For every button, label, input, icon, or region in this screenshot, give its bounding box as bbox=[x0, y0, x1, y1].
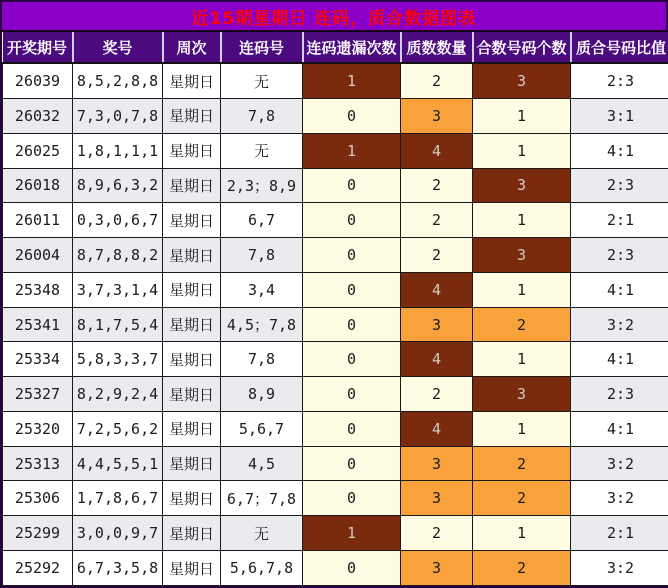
week-cell: 星期日 bbox=[163, 238, 221, 273]
prime-count-cell: 2 bbox=[401, 203, 473, 238]
ratio-cell: 4:1 bbox=[571, 342, 668, 377]
prime-count-cell: 2 bbox=[401, 63, 473, 99]
composite-count-cell: 2 bbox=[473, 446, 571, 481]
prime-count-cell: 2 bbox=[401, 238, 473, 273]
ratio-cell: 2:3 bbox=[571, 238, 668, 273]
consecutive-cell: 7,8 bbox=[221, 99, 303, 134]
prime-count-cell: 2 bbox=[401, 168, 473, 203]
header-cell-period: 开奖期号 bbox=[3, 32, 73, 63]
miss-count-cell: 0 bbox=[303, 446, 401, 481]
numbers-cell: 7,3,0,7,8 bbox=[73, 99, 163, 134]
numbers-cell: 8,1,7,5,4 bbox=[73, 307, 163, 342]
miss-count-cell: 0 bbox=[303, 168, 401, 203]
miss-count-cell: 0 bbox=[303, 203, 401, 238]
ratio-cell: 3:2 bbox=[571, 481, 668, 516]
period-cell: 25306 bbox=[3, 481, 73, 516]
period-cell: 25299 bbox=[3, 516, 73, 551]
week-cell: 星期日 bbox=[163, 446, 221, 481]
week-cell: 星期日 bbox=[163, 63, 221, 99]
header-cell-miss: 连码遗漏次数 bbox=[303, 32, 401, 63]
period-cell: 25320 bbox=[3, 411, 73, 446]
composite-count-cell: 1 bbox=[473, 272, 571, 307]
miss-count-cell: 0 bbox=[303, 307, 401, 342]
miss-count-cell: 0 bbox=[303, 342, 401, 377]
ratio-cell: 3:2 bbox=[571, 446, 668, 481]
table-row bbox=[3, 238, 668, 273]
ratio-cell: 2:3 bbox=[571, 377, 668, 412]
consecutive-cell: 无 bbox=[221, 133, 303, 168]
table-row bbox=[3, 99, 668, 134]
table-row bbox=[3, 411, 668, 446]
prime-count-cell: 4 bbox=[401, 133, 473, 168]
week-cell: 星期日 bbox=[163, 307, 221, 342]
composite-count-cell: 3 bbox=[473, 168, 571, 203]
composite-count-cell: 1 bbox=[473, 411, 571, 446]
period-cell: 25292 bbox=[3, 551, 73, 586]
miss-count-cell: 0 bbox=[303, 551, 401, 586]
table-row bbox=[3, 551, 668, 586]
miss-count-cell: 0 bbox=[303, 238, 401, 273]
prime-count-cell: 2 bbox=[401, 377, 473, 412]
ratio-cell: 4:1 bbox=[571, 272, 668, 307]
page-title: 近15期星期日 连码，质合数据图表 bbox=[191, 8, 477, 29]
numbers-cell: 0,3,0,6,7 bbox=[73, 203, 163, 238]
ratio-cell: 2:1 bbox=[571, 516, 668, 551]
miss-count-cell: 1 bbox=[303, 516, 401, 551]
week-cell: 星期日 bbox=[163, 272, 221, 307]
composite-count-cell: 3 bbox=[473, 377, 571, 412]
prime-count-cell: 3 bbox=[401, 99, 473, 134]
miss-count-cell: 0 bbox=[303, 377, 401, 412]
table-row bbox=[3, 63, 668, 99]
title-bar bbox=[2, 2, 666, 32]
miss-count-cell: 1 bbox=[303, 133, 401, 168]
period-cell: 25334 bbox=[3, 342, 73, 377]
miss-count-cell: 0 bbox=[303, 99, 401, 134]
ratio-cell: 2:3 bbox=[571, 63, 668, 99]
consecutive-cell: 5,6,7 bbox=[221, 411, 303, 446]
composite-count-cell: 1 bbox=[473, 99, 571, 134]
miss-count-cell: 0 bbox=[303, 481, 401, 516]
composite-count-cell: 2 bbox=[473, 481, 571, 516]
miss-count-cell: 0 bbox=[303, 272, 401, 307]
prime-count-cell: 4 bbox=[401, 411, 473, 446]
ratio-cell: 2:3 bbox=[571, 168, 668, 203]
prime-count-cell: 4 bbox=[401, 342, 473, 377]
composite-count-cell: 1 bbox=[473, 203, 571, 238]
numbers-cell: 5,8,3,3,7 bbox=[73, 342, 163, 377]
header-row bbox=[3, 32, 668, 63]
consecutive-cell: 3,4 bbox=[221, 272, 303, 307]
table-row bbox=[3, 516, 668, 551]
numbers-cell: 6,7,3,5,8 bbox=[73, 551, 163, 586]
consecutive-cell: 无 bbox=[221, 63, 303, 99]
period-cell: 25327 bbox=[3, 377, 73, 412]
week-cell: 星期日 bbox=[163, 411, 221, 446]
header-cell-week: 周次 bbox=[163, 32, 221, 63]
numbers-cell: 8,2,9,2,4 bbox=[73, 377, 163, 412]
composite-count-cell: 1 bbox=[473, 133, 571, 168]
period-cell: 26011 bbox=[3, 203, 73, 238]
table-row bbox=[3, 203, 668, 238]
consecutive-cell: 7,8 bbox=[221, 238, 303, 273]
composite-count-cell: 3 bbox=[473, 238, 571, 273]
numbers-cell: 1,8,1,1,1 bbox=[73, 133, 163, 168]
prime-count-cell: 3 bbox=[401, 307, 473, 342]
table-row bbox=[3, 133, 668, 168]
table-header bbox=[3, 32, 668, 63]
composite-count-cell: 1 bbox=[473, 342, 571, 377]
week-cell: 星期日 bbox=[163, 516, 221, 551]
composite-count-cell: 3 bbox=[473, 63, 571, 99]
period-cell: 25313 bbox=[3, 446, 73, 481]
week-cell: 星期日 bbox=[163, 203, 221, 238]
header-cell-consecutive: 连码号 bbox=[221, 32, 303, 63]
table-row bbox=[3, 342, 668, 377]
table-body bbox=[3, 63, 668, 586]
composite-count-cell: 2 bbox=[473, 307, 571, 342]
period-cell: 25341 bbox=[3, 307, 73, 342]
week-cell: 星期日 bbox=[163, 99, 221, 134]
table-row bbox=[3, 377, 668, 412]
consecutive-cell: 4,5 bbox=[221, 446, 303, 481]
ratio-cell: 4:1 bbox=[571, 411, 668, 446]
prime-count-cell: 3 bbox=[401, 446, 473, 481]
period-cell: 26018 bbox=[3, 168, 73, 203]
consecutive-cell: 2,3；8,9 bbox=[221, 168, 303, 203]
miss-count-cell: 0 bbox=[303, 411, 401, 446]
numbers-cell: 3,7,3,1,4 bbox=[73, 272, 163, 307]
numbers-cell: 8,7,8,8,2 bbox=[73, 238, 163, 273]
prime-count-cell: 3 bbox=[401, 551, 473, 586]
consecutive-cell: 8,9 bbox=[221, 377, 303, 412]
week-cell: 星期日 bbox=[163, 481, 221, 516]
period-cell: 25348 bbox=[3, 272, 73, 307]
numbers-cell: 7,2,5,6,2 bbox=[73, 411, 163, 446]
consecutive-cell: 无 bbox=[221, 516, 303, 551]
consecutive-cell: 7,8 bbox=[221, 342, 303, 377]
header-cell-numbers: 奖号 bbox=[73, 32, 163, 63]
period-cell: 26039 bbox=[3, 63, 73, 99]
ratio-cell: 3:2 bbox=[571, 307, 668, 342]
prime-count-cell: 4 bbox=[401, 272, 473, 307]
header-cell-prime: 质数数量 bbox=[401, 32, 473, 63]
period-cell: 26025 bbox=[3, 133, 73, 168]
table-row bbox=[3, 446, 668, 481]
ratio-cell: 3:1 bbox=[571, 99, 668, 134]
consecutive-cell: 4,5；7,8 bbox=[221, 307, 303, 342]
numbers-cell: 8,9,6,3,2 bbox=[73, 168, 163, 203]
ratio-cell: 4:1 bbox=[571, 133, 668, 168]
miss-count-cell: 1 bbox=[303, 63, 401, 99]
prime-count-cell: 2 bbox=[401, 516, 473, 551]
data-table bbox=[2, 32, 668, 586]
week-cell: 星期日 bbox=[163, 168, 221, 203]
ratio-cell: 2:1 bbox=[571, 203, 668, 238]
numbers-cell: 1,7,8,6,7 bbox=[73, 481, 163, 516]
week-cell: 星期日 bbox=[163, 133, 221, 168]
consecutive-cell: 6,7 bbox=[221, 203, 303, 238]
week-cell: 星期日 bbox=[163, 377, 221, 412]
table-row bbox=[3, 272, 668, 307]
numbers-cell: 4,4,5,5,1 bbox=[73, 446, 163, 481]
header-cell-ratio: 质合号码比值 bbox=[571, 32, 668, 63]
ratio-cell: 3:2 bbox=[571, 551, 668, 586]
period-cell: 26004 bbox=[3, 238, 73, 273]
week-cell: 星期日 bbox=[163, 551, 221, 586]
header-cell-composite: 合数号码个数 bbox=[473, 32, 571, 63]
table-row bbox=[3, 481, 668, 516]
table-row bbox=[3, 168, 668, 203]
consecutive-cell: 5,6,7,8 bbox=[221, 551, 303, 586]
numbers-cell: 3,0,0,9,7 bbox=[73, 516, 163, 551]
week-cell: 星期日 bbox=[163, 342, 221, 377]
table-row bbox=[3, 307, 668, 342]
composite-count-cell: 2 bbox=[473, 551, 571, 586]
consecutive-cell: 6,7；7,8 bbox=[221, 481, 303, 516]
composite-count-cell: 1 bbox=[473, 516, 571, 551]
period-cell: 26032 bbox=[3, 99, 73, 134]
prime-count-cell: 3 bbox=[401, 481, 473, 516]
numbers-cell: 8,5,2,8,8 bbox=[73, 63, 163, 99]
